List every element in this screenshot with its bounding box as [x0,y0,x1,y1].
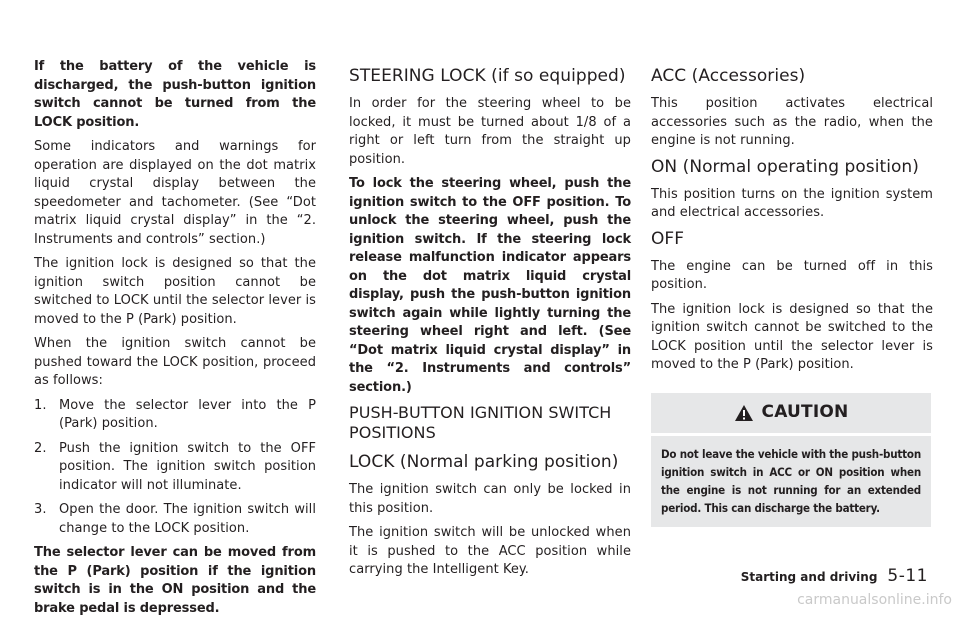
indicators-paragraph: Some indicators and warnings for operation are displayed on the dot matrix liquid crystal display between the speedometer and tachometer. (See “Dot matrix liquid crystal display” in the “2. Instruments and controls” section.) [34,139,316,247]
step-text: Open the door. The ignition switch will change to the LOCK position. [59,502,316,536]
procedure-list [34,397,316,539]
warning-triangle-icon [734,404,754,422]
watermark: carmanualsonline.info [797,592,952,608]
acc-paragraph: This position activates electrical accessories such as the radio, when the engine is not running. [651,96,933,148]
caution-box [651,393,931,527]
page-footer [741,566,928,586]
ignition-lock-paragraph: The ignition lock is designed so that the ignition switch position cannot be switched to LOCK until the selector lever is moved to the P (Park) position. [34,256,316,327]
step-number: 3. [34,502,47,517]
column-left [34,58,316,624]
section-name: Starting and driving [740,570,878,584]
off-lock-paragraph: The ignition lock is designed so that the ignition switch cannot be switched to the LOCK position until the selector lever is moved to the P (Park) position. [651,301,933,372]
caution-title: CAUTION [761,402,849,423]
procedure-step [34,501,316,538]
column-right [651,66,933,527]
heading-steering-lock: STEERING LOCK (if so equipped) [349,66,626,86]
step-number: 2. [34,440,47,456]
steering-lock-paragraph: In order for the steering wheel to be locked, it must be turned about 1/8 of a right or left turn from the straight up position. [349,96,631,167]
off-paragraph: The engine can be turned off in this position. [651,258,933,292]
step-text: Push the ignition switch to the OFF position. The ignition switch position indicator will not illuminate. [59,440,316,493]
lock-position-paragraph: The ignition switch can only be locked in this position. [349,482,631,516]
procedure-step [34,440,316,496]
caution-text: Do not leave the vehicle with the push-button ignition switch in ACC or ON position when the engine is not running for an extended period. This can discharge the battery. [651,436,931,527]
cannot-push-paragraph: When the ignition switch cannot be pushed toward the LOCK position, proceed as follows: [34,336,316,388]
steering-lock-instructions: To lock the steering wheel, push the ignition switch to the OFF position. To unlock the steering wheel, push the ignition switch. If the steering lock release malfunction indicator appears on the dot matrix liquid crystal display, push the push-button ignition switch again while lightly turning the steering wheel right and left. (See “Dot matrix liquid crystal display” in the “2. Instruments and controls” section.) [349,176,631,395]
column-middle [349,66,631,586]
heading-switch-positions: PUSH-BUTTON IGNITION SWITCH POSITIONS [349,403,612,442]
heading-acc: ACC (Accessories) [651,66,806,86]
heading-on: ON (Normal operating position) [651,156,919,177]
battery-note: If the battery of the vehicle is discharged, the push-button ignition switch cannot be turned from the LOCK position. [34,59,316,130]
heading-off: OFF [651,228,685,249]
page-number: 5-11 [887,566,928,586]
heading-lock-position: LOCK (Normal parking position) [349,452,619,472]
caution-header [651,393,931,433]
step-text: Move the selector lever into the P (Park) position. [59,397,316,431]
selector-lever-note: The selector lever can be moved from the P (Park) position if the ignition switch is in the ON position and the brake pedal is depressed. [34,545,316,616]
unlock-paragraph: The ignition switch will be unlocked when it is pushed to the ACC position while carrying the Intelligent Key. [349,525,631,577]
procedure-step [34,397,316,434]
step-number: 1. [34,397,47,413]
on-paragraph: This position turns on the ignition system and electrical accessories. [651,186,933,220]
